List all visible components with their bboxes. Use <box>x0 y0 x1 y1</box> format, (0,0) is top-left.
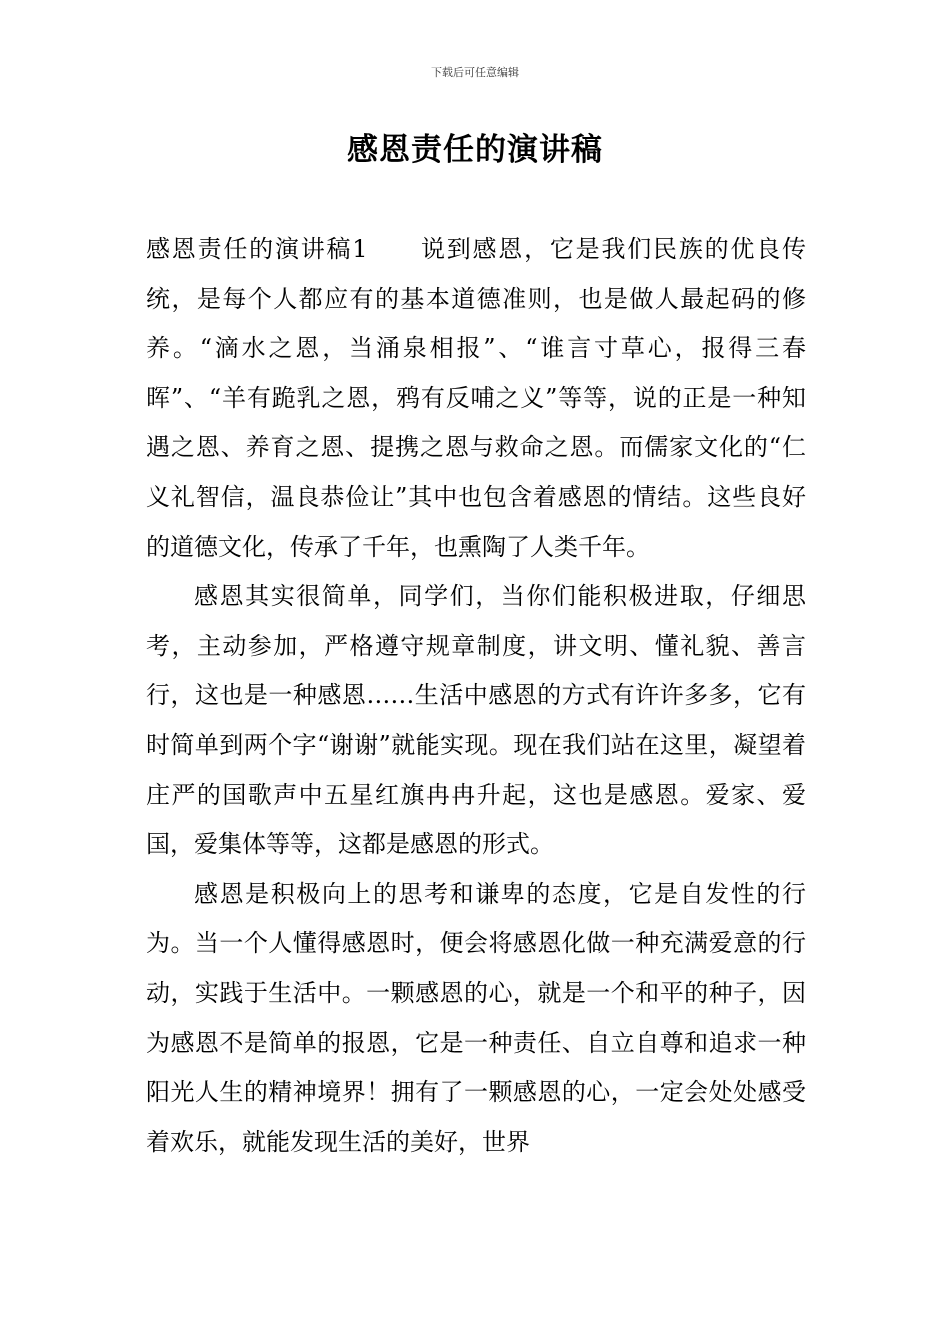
page-header-note: 下载后可任意编辑 <box>431 66 519 79</box>
document-body <box>146 225 806 1167</box>
paragraph-2: 感恩其实很简单，同学们，当你们能积极进取，仔细思考，主动参加，严格遵守规章制度，讲文明、懂礼貌、善言行，这也是一种感恩……生活中感恩的方式有许许多多，它有时简单到两个字“谢谢”就能实现。现在我们站在这里，凝望着庄严的国歌声中五星红旗冉冉升起，这也是感恩。爱家、爱国，爱集体等等，这都是感恩的形式。 <box>146 582 806 859</box>
document-title: 感恩责任的演讲稿 <box>347 132 603 168</box>
paragraph-1: 感恩责任的演讲稿1 说到感恩，它是我们民族的优良传统，是每个人都应有的基本道德准则，也是做人最起码的修养。“滴水之恩，当涌泉相报”、“谁言寸草心，报得三春晖”、“羊有跪乳之恩，鸦有反哺之义”等等，说的正是一种知遇之恩、养育之恩、提携之恩与救命之恩。而儒家文化的“仁义礼智信，温良恭俭让”其中也包含着感恩的情结。这些良好的道德文化，传承了千年，也熏陶了人类千年。 <box>146 235 806 561</box>
paragraph-3: 感恩是积极向上的思考和谦卑的态度，它是自发性的行为。当一个人懂得感恩时，便会将感恩化做一种充满爱意的行动，实践于生活中。一颗感恩的心，就是一个和平的种子，因为感恩不是简单的报恩，它是一种责任、自立自尊和追求一种阳光人生的精神境界！拥有了一颗感恩的心，一定会处处感受着欢乐，就能发现生活的美好，世界 <box>146 879 806 1156</box>
